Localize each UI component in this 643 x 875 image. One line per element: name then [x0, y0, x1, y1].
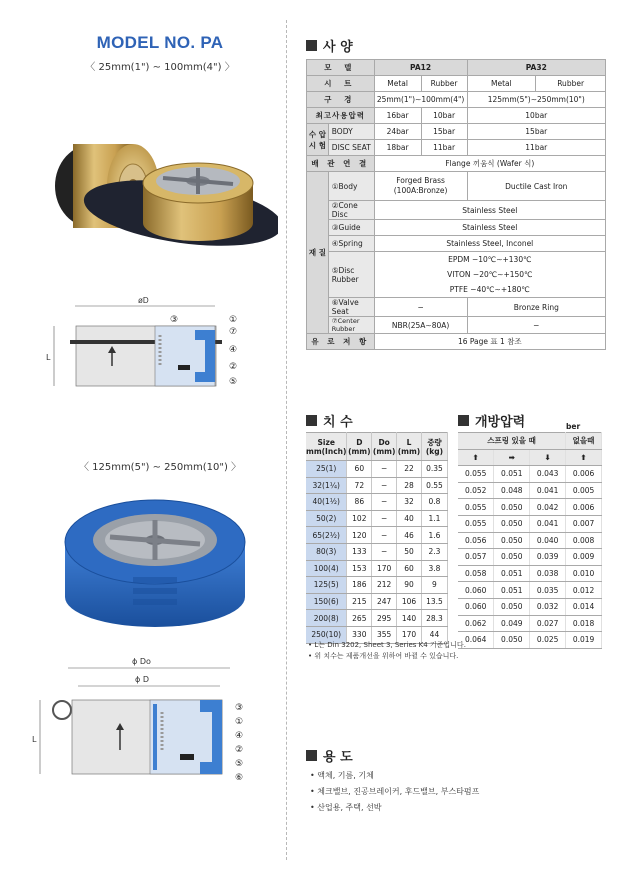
usage-item: • 산업용, 주택, 선박	[310, 803, 382, 812]
dim-cell: 153	[347, 560, 372, 577]
pressure-cell: 0.025	[530, 632, 566, 649]
dim-cell: 46	[397, 527, 422, 544]
dim-cell: 44	[421, 626, 447, 643]
table-row	[458, 532, 602, 549]
pressure-cell: 0.019	[566, 632, 602, 649]
pressure-cell: 0.008	[566, 532, 602, 549]
pressure-cell: 0.048	[494, 482, 530, 499]
dims-table: Size mm(Inch) D (mm) Do (mm) L (mm) 중량 (kg) 25(1) 60 − 22 0.35 32(1¼) 72 − 28 0.55 40(1½) 86 − 32 0.8 50(2) 102 − 40 1.1 65(2½) 120 − 46 1.6 80(3) 133 − 50 2.3 100(4) 153 170 60 3.8 125(5) 186 212 90 9 150(6) 215 247 106 13.5 200(8) 265 295 140 28.3 250(10) 330 355 170 44	[306, 432, 448, 644]
pressure-cell: 0.043	[530, 466, 566, 483]
dim-cell: −	[372, 527, 397, 544]
size-cell: 25(1)	[306, 461, 347, 478]
dim-cell: 186	[347, 577, 372, 594]
note-2: • 위 치수는 제품개선을 위하여 바뀔 수 있습니다.	[308, 652, 459, 660]
pressure-cell: 0.056	[458, 532, 494, 549]
dim-cell: 212	[372, 577, 397, 594]
table-row	[458, 515, 602, 532]
callout-3: ③	[170, 315, 179, 325]
size-range-large: 〈 125mm(5") ∼ 250mm(10") 〉	[78, 462, 242, 473]
pressure-cell: 0.009	[566, 549, 602, 566]
model-title: MODEL NO. PA	[96, 33, 224, 52]
table-row	[458, 499, 602, 516]
usage-item: • 액체, 기름, 기체	[310, 771, 374, 780]
dim-cell: 50	[397, 543, 422, 560]
section-diagram-small	[40, 290, 250, 400]
usage-section-title: 용 도	[306, 746, 353, 765]
dim-cell: 13.5	[421, 593, 447, 610]
table-row	[306, 510, 448, 527]
pressure-cell: 0.018	[566, 615, 602, 632]
callout-4: ④	[229, 345, 238, 355]
callout-1: ①	[229, 315, 238, 325]
dim-cell: 90	[397, 577, 422, 594]
dim-cell: 247	[372, 593, 397, 610]
square-bullet-icon	[306, 750, 317, 761]
table-row	[306, 577, 448, 594]
pressure-cell: 0.051	[494, 565, 530, 582]
pressure-cell: 0.057	[458, 549, 494, 566]
square-bullet-icon	[458, 415, 469, 426]
table-row	[306, 593, 448, 610]
pressure-cell: 0.050	[494, 515, 530, 532]
size-cell: 80(3)	[306, 543, 347, 560]
callout-2b: ②	[235, 745, 244, 755]
dim-cell: 72	[347, 477, 372, 494]
callout-3b: ③	[235, 703, 244, 713]
callout-2: ②	[229, 362, 238, 372]
size-cell: 150(6)	[306, 593, 347, 610]
pressure-cell: 0.055	[458, 466, 494, 483]
size-cell: 100(4)	[306, 560, 347, 577]
dim-cell: −	[372, 494, 397, 511]
dim-cell: 330	[347, 626, 372, 643]
pressure-cell: 0.050	[494, 549, 530, 566]
ductile-valve-photo	[55, 482, 255, 632]
pressure-cell: 0.050	[494, 632, 530, 649]
dim-cell: −	[372, 461, 397, 478]
od-label: øD	[138, 296, 149, 305]
right-arrow-icon: ➡	[494, 449, 530, 466]
pressure-cell: 0.042	[530, 499, 566, 516]
dim-cell: 355	[372, 626, 397, 643]
dim-cell: 9	[421, 577, 447, 594]
table-row	[306, 560, 448, 577]
pressure-cell: 0.032	[530, 598, 566, 615]
table-row	[306, 477, 448, 494]
usage-item: • 체크밸브, 진공브레이커, 후드밸브, 부스타펌프	[310, 787, 480, 796]
dim-cell: 1.6	[421, 527, 447, 544]
column-divider	[286, 20, 287, 860]
pressure-cell: 0.039	[530, 549, 566, 566]
pressure-cell: 0.050	[494, 532, 530, 549]
dim-cell: 0.8	[421, 494, 447, 511]
table-row	[458, 598, 602, 615]
dim-cell: 133	[347, 543, 372, 560]
pressure-cell: 0.060	[458, 582, 494, 599]
pressure-cell: 0.038	[530, 565, 566, 582]
pressure-cell: 0.041	[530, 482, 566, 499]
dim-cell: 170	[397, 626, 422, 643]
pressure-cell: 0.006	[566, 499, 602, 516]
pressure-cell: 0.014	[566, 598, 602, 615]
pressure-cell: 0.027	[530, 615, 566, 632]
pressure-cell: 0.062	[458, 615, 494, 632]
dim-cell: 170	[372, 560, 397, 577]
down-arrow-icon: ⬇	[530, 449, 566, 466]
size-range-small: 〈 25mm(1") ∼ 100mm(4") 〉	[85, 62, 235, 73]
pressure-cell: 0.006	[566, 466, 602, 483]
dim-cell: 140	[397, 610, 422, 627]
pressure-cell: 0.040	[530, 532, 566, 549]
dim-cell: 102	[347, 510, 372, 527]
note-1: • L는 Din 3202, Sheet 3, Series K4 기준입니다.	[308, 641, 466, 649]
section-diagram-large	[30, 652, 260, 787]
square-bullet-icon	[306, 40, 317, 51]
dim-cell: 28.3	[421, 610, 447, 627]
pressure-cell: 0.052	[458, 482, 494, 499]
size-cell: 200(8)	[306, 610, 347, 627]
l-label-1: L	[46, 353, 51, 362]
pressure-cell: 0.051	[494, 582, 530, 599]
table-row	[306, 461, 448, 478]
dim-cell: −	[372, 477, 397, 494]
pressure-cell: 0.035	[530, 582, 566, 599]
dim-cell: 0.35	[421, 461, 447, 478]
pressure-cell: 0.051	[494, 466, 530, 483]
table-row	[458, 615, 602, 632]
callout-1b: ①	[235, 717, 244, 727]
pressure-cell: 0.049	[494, 615, 530, 632]
dim-cell: 86	[347, 494, 372, 511]
pressure-cell: 0.060	[458, 598, 494, 615]
pressure-table: 스프링 있을 때 없을때 ⬆ ➡ ⬇ ⬆ 0.055 0.051 0.043 0.006 0.052 0.048 0.041 0.005 0.055 0.050 0.042 0.006 0.055 0.050 0.041 0.007 0.056 0.050 0.040 0.008 0.057 0.050 0.039 0.009 0.058 0.051 0.038 0.010 0.060 0.051 0.035 0.012 0.060 0.050 0.032 0.014 0.062 0.049 0.027 0.018 0.064 0.050 0.025 0.019	[458, 432, 602, 649]
size-cell: 250(10)	[306, 626, 347, 643]
l-label-2: L	[32, 735, 37, 744]
table-row	[306, 543, 448, 560]
spec-section-title: 사 양	[306, 36, 353, 55]
dim-cell: 120	[347, 527, 372, 544]
table-row	[306, 527, 448, 544]
pressure-cell: 0.064	[458, 632, 494, 649]
table-row	[458, 632, 602, 649]
table-row	[458, 549, 602, 566]
dim-cell: −	[372, 543, 397, 560]
pressure-cell: 0.055	[458, 499, 494, 516]
callout-7: ⑦	[229, 327, 238, 337]
dim-cell: 0.55	[421, 477, 447, 494]
table-row	[306, 610, 448, 627]
dim-cell: 106	[397, 593, 422, 610]
pressure-cell: 0.041	[530, 515, 566, 532]
pressure-cell: 0.010	[566, 565, 602, 582]
size-cell: 40(1½)	[306, 494, 347, 511]
callout-5: ⑤	[229, 377, 238, 387]
d-label: ϕ D	[135, 675, 149, 684]
table-row	[458, 466, 602, 483]
size-cell: 125(5)	[306, 577, 347, 594]
brass-valve-photo	[38, 118, 278, 248]
pressure-cell: 0.050	[494, 499, 530, 516]
callout-6b: ⑥	[235, 773, 244, 783]
dim-cell: 3.8	[421, 560, 447, 577]
dim-cell: 60	[347, 461, 372, 478]
dim-cell: 215	[347, 593, 372, 610]
dim-cell: 1.1	[421, 510, 447, 527]
table-row	[306, 494, 448, 511]
dim-cell: 295	[372, 610, 397, 627]
up-arrow-icon: ⬆	[566, 449, 602, 466]
square-bullet-icon	[306, 415, 317, 426]
callout-5b: ⑤	[235, 759, 244, 769]
table-row	[458, 482, 602, 499]
dim-cell: 28	[397, 477, 422, 494]
do-label: ϕ Do	[132, 657, 151, 666]
size-cell: 32(1¼)	[306, 477, 347, 494]
spec-table: 모 델 PA12 PA32 시 트 Metal Rubber Metal Rubber 구 경 25mm(1")∼100mm(4") 125mm(5")∼250mm(10") 최고사용압력 16bar 10bar 10bar 수 압 시 험 BODY 24bar 15bar 15bar DISC SEAT 18bar 11bar 11bar 배 관 연 결 Flange 끼움식 (Wafer 식) 재 질 ①Body Forged Brass (100A:Bronze) Ductile Cast Iron ②Cone Disc Stainless Steel ③Guide Stainless Steel ④Spring Stainless Steel, Inconel ⑤Disc Rubber EPDM −10℃∼+130℃ VITON −20℃∼+150℃ PTFE −40℃∼+180℃ ⑥Valve Seat − Bronze Ring ⑦Center Rubber NBR(25A∼80A) − 유 로 저 항 16 Page 표 1 참조	[306, 59, 606, 350]
callout-4b: ④	[235, 731, 244, 741]
size-cell: 50(2)	[306, 510, 347, 527]
dims-section-title: 치 수	[306, 411, 353, 430]
dim-cell: −	[372, 510, 397, 527]
dim-cell: 60	[397, 560, 422, 577]
pressure-cell: 0.012	[566, 582, 602, 599]
usage-list	[310, 768, 479, 816]
pressure-unit: ber	[566, 422, 581, 431]
dim-cell: 2.3	[421, 543, 447, 560]
pressure-cell: 0.058	[458, 565, 494, 582]
table-row	[458, 565, 602, 582]
dim-cell: 32	[397, 494, 422, 511]
pressure-section-title: 개방압력	[458, 411, 525, 430]
pressure-cell: 0.005	[566, 482, 602, 499]
pressure-cell: 0.055	[458, 515, 494, 532]
dim-cell: 40	[397, 510, 422, 527]
up-arrow-icon: ⬆	[458, 449, 494, 466]
pressure-cell: 0.007	[566, 515, 602, 532]
table-row	[458, 582, 602, 599]
pressure-cell: 0.050	[494, 598, 530, 615]
dim-cell: 22	[397, 461, 422, 478]
size-cell: 65(2½)	[306, 527, 347, 544]
dim-cell: 265	[347, 610, 372, 627]
